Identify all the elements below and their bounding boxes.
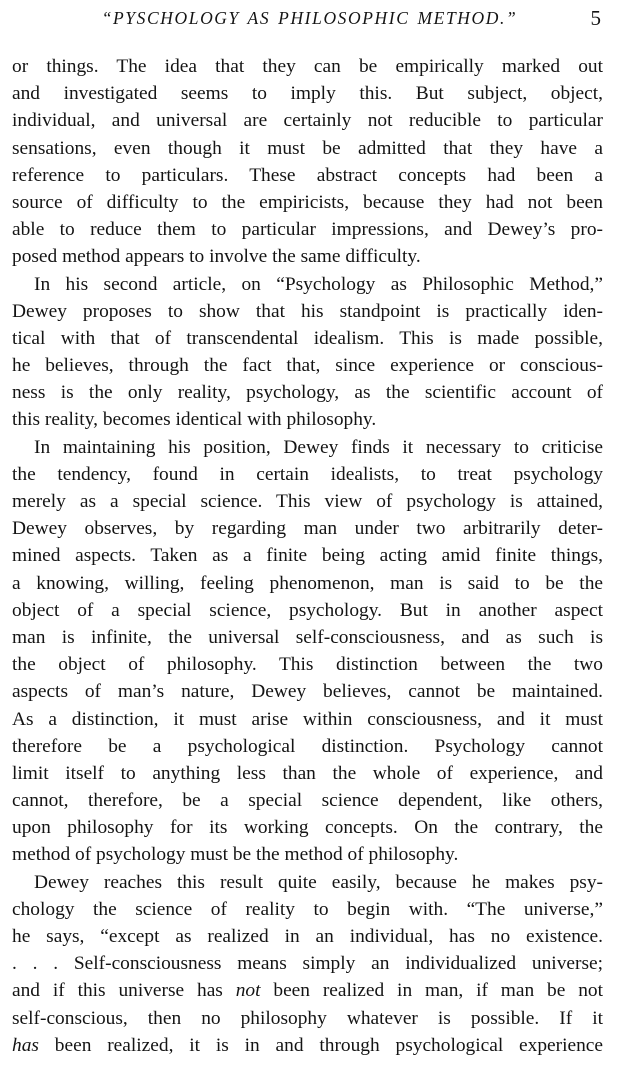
text-line: sensations, even though it must be admitted that they have a (12, 137, 603, 159)
text-segment: been realized in man, if man be not (273, 980, 603, 1002)
text-line: chology the science of reality to begin with. “The universe,” (12, 898, 603, 920)
paragraph-first-line: In his second article, on “Psychology as Philosophic Method,” (34, 273, 603, 295)
paragraph-first-line: Dewey reaches this result quite easily, because he makes psy- (34, 871, 603, 893)
text-line: method of psychology must be the method of philosophy. (12, 844, 459, 866)
text-line: and investigated seems to imply this. But subject, object, (12, 83, 603, 105)
text-line: mined aspects. Taken as a finite being acting amid finite things, (12, 545, 603, 567)
running-title: “PYSCHOLOGY AS PHILOSOPHIC METHOD.” (101, 8, 518, 28)
body-text (12, 53, 603, 1059)
text-segment: been realized, it is in and through psychological experience (54, 1034, 603, 1056)
running-head (12, 6, 607, 34)
text-line: the tendency, found in certain idealists, to treat psychology (12, 463, 603, 485)
text-line (12, 1032, 603, 1059)
text-line: therefore be a psychological distinction. Psychology cannot (12, 735, 603, 757)
text-line: Dewey proposes to show that his standpoint is practically iden- (12, 300, 603, 322)
text-line: reference to particulars. These abstract concepts had been a (12, 164, 603, 186)
italic-emphasis: not (235, 980, 261, 1002)
text-line: he believes, through the fact that, since experience or conscious- (12, 355, 603, 377)
text-line: object of a special science, psychology. But in another aspect (12, 599, 603, 621)
text-line: posed method appears to involve the same difficulty. (12, 246, 421, 268)
text-line (12, 977, 603, 1004)
page-number: 5 (590, 6, 601, 30)
text-line: able to reduce them to particular impressions, and Dewey’s pro- (12, 219, 603, 241)
text-line: individual, and universal are certainly not reducible to particular (12, 110, 603, 132)
text-line: tical with that of transcendental idealism. This is made possible, (12, 327, 603, 349)
text-line: ness is the only reality, psychology, as the scientific account of (12, 382, 603, 404)
text-segment: and if this universe has (12, 980, 223, 1002)
text-line: merely as a special science. This view of psychology is attained, (12, 491, 603, 512)
text-line: . . . Self-consciousness means simply an individualized universe; (12, 953, 603, 975)
text-line: source of difficulty to the empiricists, because they had not been (12, 191, 603, 213)
text-line: this reality, becomes identical with philosophy. (12, 409, 377, 431)
text-line: Dewey observes, by regarding man under two arbitrarily deter- (12, 518, 603, 540)
text-line: self-conscious, then no philosophy whatever is possible. If it (12, 1007, 603, 1029)
italic-emphasis: has (12, 1034, 39, 1056)
text-line: As a distinction, it must arise within consciousness, and it must (12, 708, 603, 730)
text-line: aspects of man’s nature, Dewey believes, cannot be maintained. (12, 681, 603, 703)
text-line: limit itself to anything less than the whole of experience, and (12, 762, 603, 784)
text-line: the object of philosophy. This distinction between the two (12, 654, 603, 676)
text-line: man is infinite, the universal self-consciousness, and as such is (12, 626, 603, 648)
text-line: or things. The idea that they can be empirically marked out (12, 56, 603, 77)
text-line: cannot, therefore, be a special science dependent, like others, (12, 790, 603, 812)
text-line: a knowing, willing, feeling phenomenon, man is said to be the (12, 572, 603, 594)
text-line: he says, “except as realized in an individual, has no existence. (12, 926, 603, 947)
paragraph-first-line: In maintaining his position, Dewey finds it necessary to criticise (34, 436, 603, 458)
text-line: upon philosophy for its working concepts. On the contrary, the (12, 817, 603, 839)
